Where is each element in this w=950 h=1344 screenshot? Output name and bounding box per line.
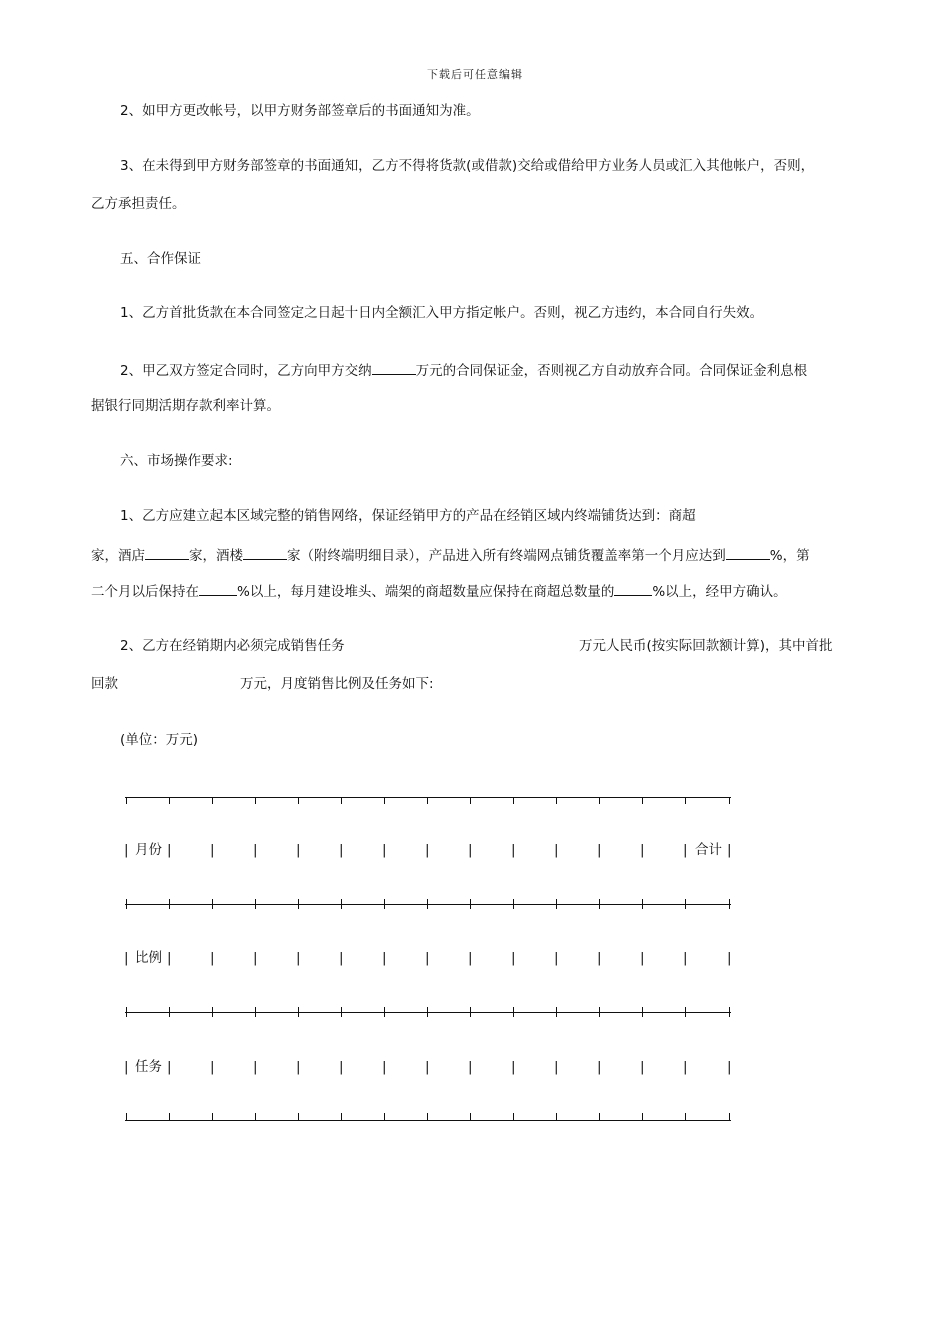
table-tick — [642, 797, 643, 804]
table-cell-divider: | — [382, 842, 387, 858]
page-header: 下载后可任意编辑 — [427, 68, 523, 81]
table-cell-divider: | — [597, 1059, 602, 1075]
coverage-rate-blank[interactable] — [726, 545, 770, 560]
table-tick — [599, 1007, 600, 1017]
table-tick — [729, 797, 730, 804]
table-tick — [427, 899, 428, 909]
table-cell-divider: | — [683, 842, 688, 858]
clause-6-1-text-e: 二个月以后保持在 — [91, 584, 199, 600]
table-row-label: 任务 — [135, 1059, 162, 1075]
table-tick — [642, 1113, 643, 1120]
clause-4-3-line1: 3、在未得到甲方财务部签章的书面通知，乙方不得将货款(或借款)交给或借给甲方业务人员或汇入其他帐户，否则， — [120, 158, 815, 174]
restaurant-count-blank[interactable] — [243, 545, 287, 560]
table-tick — [470, 1113, 471, 1120]
table-tick — [169, 1007, 170, 1017]
table-cell-divider: | — [554, 1059, 559, 1075]
table-tick — [384, 797, 385, 804]
table-tick — [556, 899, 557, 909]
table-tick — [556, 1113, 557, 1120]
table-tick — [341, 1007, 342, 1017]
clause-5-2-text-a: 2、甲乙双方签定合同时，乙方向甲方交纳 — [120, 363, 372, 379]
clause-6-2-text-d: 万元，月度销售比例及任务如下: — [240, 676, 434, 692]
table-cell-divider: | — [727, 950, 732, 966]
table-cell-divider: | — [640, 950, 645, 966]
table-tick — [126, 899, 127, 909]
table-tick — [384, 899, 385, 909]
table-cell-divider: | — [124, 950, 129, 966]
table-tick — [341, 797, 342, 804]
table-tick — [255, 899, 256, 909]
table-cell-divider: | — [210, 842, 215, 858]
table-cell-divider: | — [296, 1059, 301, 1075]
table-rule-2 — [125, 1012, 731, 1013]
table-cell-divider: | — [210, 1059, 215, 1075]
clause-6-1-text-b: 家，酒楼 — [189, 548, 243, 564]
table-cell-divider: | — [468, 950, 473, 966]
table-tick — [556, 797, 557, 804]
table-cell-divider: | — [124, 842, 129, 858]
table-tick — [427, 1113, 428, 1120]
table-tick — [470, 899, 471, 909]
clause-6-1-text-f: %以上，每月建设堆头、端架的商超数量应保持在商超总数量的 — [237, 584, 615, 600]
unit-note: (单位：万元) — [120, 732, 199, 748]
table-row-label: 比例 — [135, 950, 162, 966]
display-ratio-blank[interactable] — [614, 581, 652, 596]
table-cell-divider: | — [124, 1059, 129, 1075]
table-tick — [212, 797, 213, 804]
table-tick — [341, 1113, 342, 1120]
table-cell-divider: | — [727, 842, 732, 858]
table-tick — [685, 797, 686, 804]
table-row-label: 月份 — [135, 842, 162, 858]
section-5-heading: 五、合作保证 — [120, 251, 201, 267]
table-cell-divider: | — [468, 842, 473, 858]
table-cell-divider: | — [253, 950, 258, 966]
table-tick — [298, 1113, 299, 1120]
section-6-heading: 六、市场操作要求: — [120, 453, 233, 469]
table-cell-divider: | — [296, 950, 301, 966]
table-tick — [513, 899, 514, 909]
table-tick — [212, 1113, 213, 1120]
table-rule-3 — [125, 1120, 731, 1121]
clause-6-1-text-d: %，第 — [769, 548, 810, 564]
table-rule-1 — [125, 904, 731, 905]
table-cell-divider: | — [210, 950, 215, 966]
table-cell-divider: | — [511, 950, 516, 966]
table-tick — [513, 1113, 514, 1120]
table-tick — [729, 899, 730, 909]
table-tick — [212, 899, 213, 909]
table-tick — [685, 1007, 686, 1017]
table-cell-divider: | — [683, 1059, 688, 1075]
table-tick — [255, 797, 256, 804]
table-cell-divider: | — [554, 842, 559, 858]
hotel-count-blank[interactable] — [145, 545, 189, 560]
clause-6-2-text-b: 万元人民币(按实际回款额计算)，其中首批 — [579, 638, 833, 654]
table-cell-divider: | — [425, 842, 430, 858]
table-tick — [298, 797, 299, 804]
table-tick — [427, 797, 428, 804]
table-tick — [298, 899, 299, 909]
table-tick — [729, 1113, 730, 1120]
table-tick — [513, 797, 514, 804]
table-tick — [126, 1007, 127, 1017]
clause-6-1-text-a: 家，酒店 — [91, 548, 145, 564]
table-tick — [298, 1007, 299, 1017]
table-tick — [513, 1007, 514, 1017]
table-cell-divider: | — [339, 1059, 344, 1075]
table-cell-divider: | — [727, 1059, 732, 1075]
table-tick — [126, 797, 127, 804]
table-tick — [642, 1007, 643, 1017]
table-tick — [384, 1007, 385, 1017]
table-cell-divider: | — [339, 842, 344, 858]
table-tick — [729, 1007, 730, 1017]
table-tick — [341, 899, 342, 909]
table-tick — [599, 1113, 600, 1120]
clause-6-1-text-c: 家（附终端明细目录），产品进入所有终端网点铺货覆盖率第一个月应达到 — [287, 548, 726, 564]
clause-4-3-line2: 乙方承担责任。 — [91, 196, 186, 212]
table-cell-divider: | — [339, 950, 344, 966]
table-cell-divider: | — [382, 950, 387, 966]
table-tick — [599, 899, 600, 909]
coverage-after-blank[interactable] — [199, 581, 237, 596]
table-tick — [556, 1007, 557, 1017]
table-rule-0 — [125, 797, 731, 798]
table-cell-divider: | — [167, 1059, 172, 1075]
clause-6-1-line1: 1、乙方应建立起本区域完整的销售网络，保证经销甲方的产品在经销区域内终端铺货达到：商超 — [120, 508, 696, 524]
table-cell-divider: | — [554, 950, 559, 966]
table-tick — [212, 1007, 213, 1017]
clause-5-2-line2: 据银行同期活期存款利率计算。 — [91, 398, 280, 414]
clause-6-1-line2 — [91, 545, 810, 565]
table-tick — [255, 1007, 256, 1017]
table-tick — [169, 1113, 170, 1120]
table-tick — [169, 899, 170, 909]
table-tick — [169, 797, 170, 804]
table-tick — [255, 1113, 256, 1120]
table-cell-divider: | — [640, 842, 645, 858]
table-tick — [599, 797, 600, 804]
table-tick — [470, 1007, 471, 1017]
clause-6-2-text-c: 回款 — [91, 676, 118, 692]
table-cell-divider: | — [167, 950, 172, 966]
clause-6-1-text-g: %以上，经甲方确认。 — [652, 584, 787, 600]
table-tick — [685, 1113, 686, 1120]
table-tick — [427, 1007, 428, 1017]
clause-6-1-line3 — [91, 581, 787, 601]
clause-5-1: 1、乙方首批货款在本合同签定之日起十日内全额汇入甲方指定帐户。否则，视乙方违约，本合同自行失效。 — [120, 305, 764, 321]
table-cell-divider: | — [683, 950, 688, 966]
table-cell-divider: | — [253, 842, 258, 858]
table-tick — [126, 1113, 127, 1120]
table-cell-divider: | — [382, 1059, 387, 1075]
table-tick — [470, 797, 471, 804]
table-tick — [642, 899, 643, 909]
table-tick — [384, 1113, 385, 1120]
table-cell-divider: | — [167, 842, 172, 858]
table-cell-divider: | — [296, 842, 301, 858]
table-cell-divider: | — [597, 950, 602, 966]
deposit-amount-blank[interactable] — [372, 360, 416, 375]
table-cell-divider: | — [511, 842, 516, 858]
table-cell-divider: | — [253, 1059, 258, 1075]
clause-5-2-text-b: 万元的合同保证金，否则视乙方自动放弃合同。合同保证金利息根 — [415, 363, 808, 379]
table-cell-divider: | — [640, 1059, 645, 1075]
table-cell-divider: | — [425, 1059, 430, 1075]
table-cell-divider: | — [425, 950, 430, 966]
table-total-header: 合计 — [695, 842, 722, 858]
table-cell-divider: | — [511, 1059, 516, 1075]
clause-4-2: 2、如甲方更改帐号，以甲方财务部签章后的书面通知为准。 — [120, 103, 480, 119]
table-tick — [685, 899, 686, 909]
table-cell-divider: | — [597, 842, 602, 858]
clause-5-2-line1 — [120, 360, 807, 380]
clause-6-2-text-a: 2、乙方在经销期内必须完成销售任务 — [120, 638, 345, 654]
table-cell-divider: | — [468, 1059, 473, 1075]
